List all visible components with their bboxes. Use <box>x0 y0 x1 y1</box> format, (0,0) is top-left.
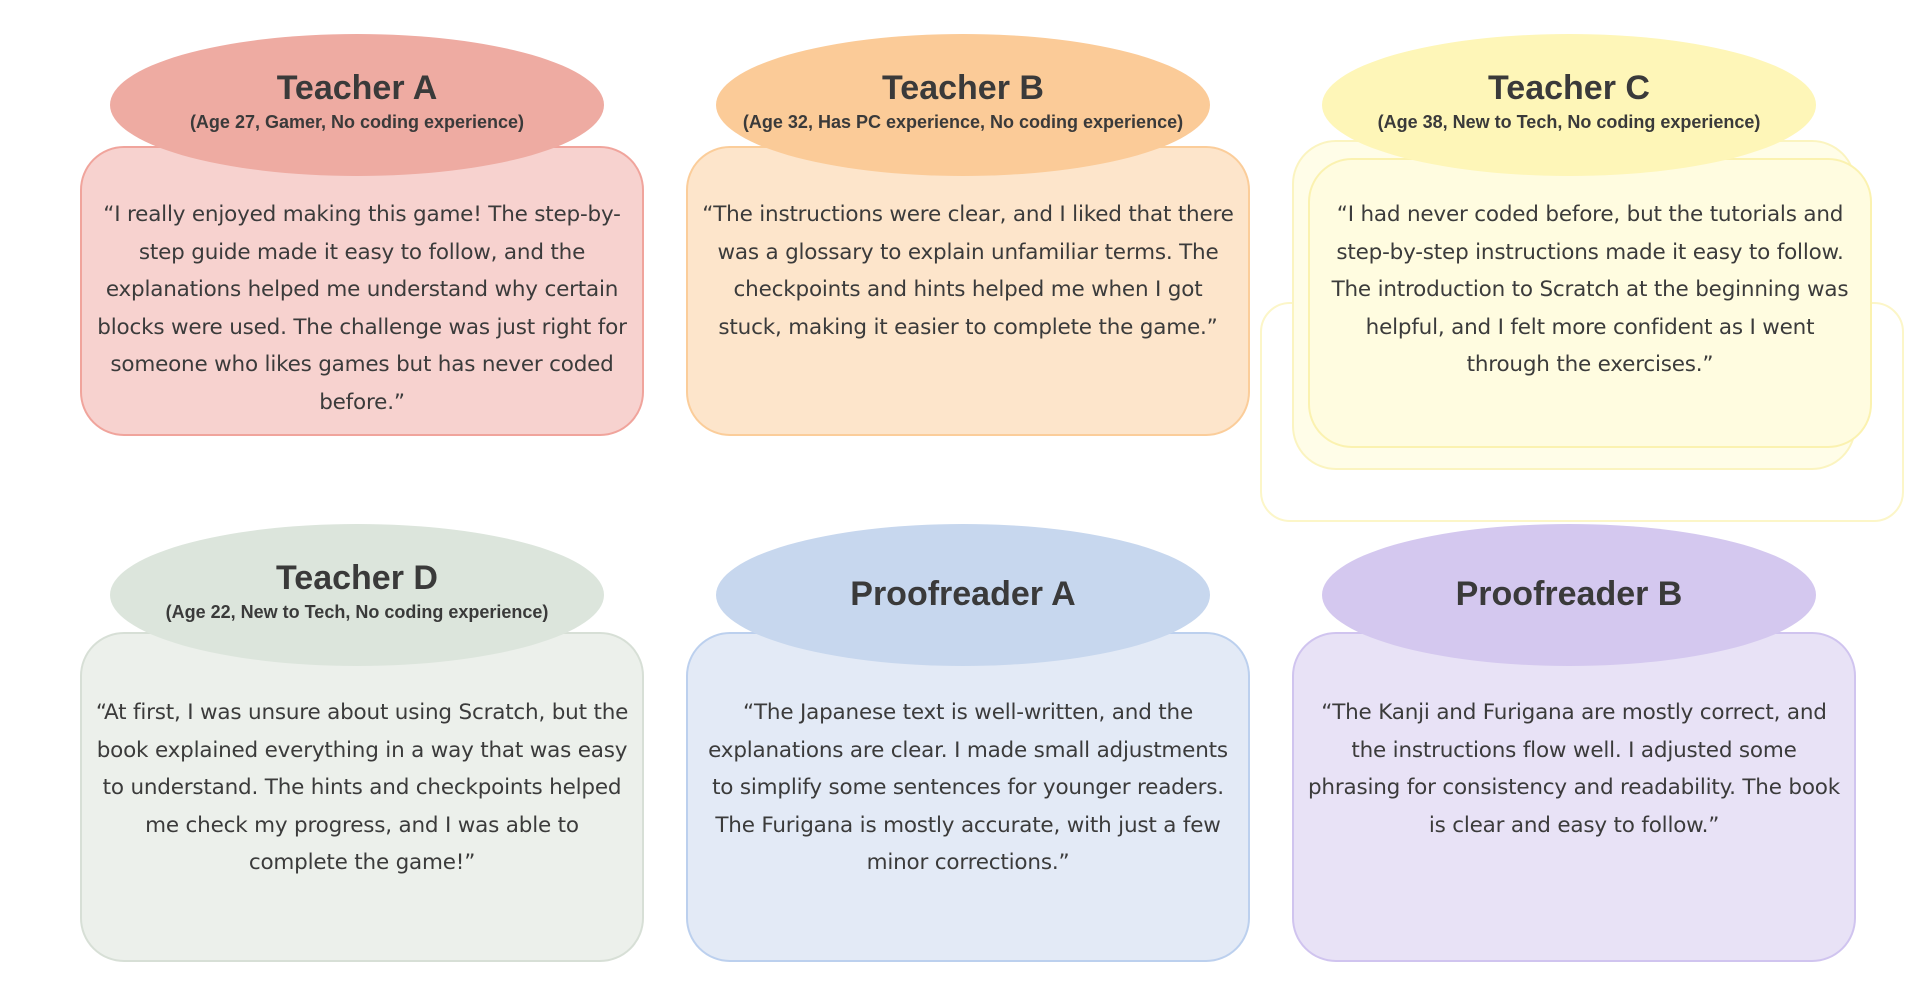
testimonial-card-teacher-d <box>80 524 644 954</box>
reviewer-description: (Age 32, Has PC experience, No coding experience) <box>742 112 1184 132</box>
testimonial-card-proofreader-a <box>686 524 1250 954</box>
card-header <box>110 524 604 666</box>
reviewer-name: Teacher D <box>276 559 438 597</box>
testimonial-card-teacher-a <box>80 34 644 464</box>
reviewer-name: Proofreader A <box>850 575 1076 613</box>
card-header <box>110 34 604 176</box>
reviewer-name: Proofreader B <box>1455 575 1683 613</box>
testimonial-quote: “The instructions were clear, and I liked that there was a glossary to explain unfamiliar terms. The checkpoints and hints helped me when I got stuck, making it easier to complete the game.” <box>702 202 1234 340</box>
reviewer-name: Teacher A <box>276 69 438 107</box>
testimonial-quote: “At first, I was unsure about using Scratch, but the book explained everything in a way that was easy to understand. The hints and checkpoints helped me check my progress, and I was able to complete the game!” <box>95 700 629 875</box>
testimonial-quote: “I really enjoyed making this game! The step-by-step guide made it easy to follow, and the explanations helped me understand why certain blocks were used. The challenge was just right for someone who likes games but has never coded before.” <box>97 202 627 415</box>
testimonial-card-teacher-b <box>686 34 1250 464</box>
reviewer-name: Teacher C <box>1488 69 1650 107</box>
testimonial-quote: “The Japanese text is well-written, and the explanations are clear. I made small adjustments to simplify some sentences for younger readers. The Furigana is mostly accurate, with just a few minor corrections.” <box>708 700 1228 875</box>
card-header <box>716 34 1210 176</box>
card-header <box>716 524 1210 666</box>
reviewer-description: (Age 38, New to Tech, No coding experience) <box>1377 112 1761 132</box>
card-header <box>1322 34 1816 176</box>
testimonial-card-proofreader-b <box>1292 524 1856 954</box>
testimonial-card-teacher-c <box>1292 34 1856 464</box>
card-header <box>1322 524 1816 666</box>
reviewer-description: (Age 22, New to Tech, No coding experience) <box>165 602 549 622</box>
reviewer-name: Teacher B <box>882 69 1044 107</box>
testimonial-quote: “I had never coded before, but the tutorials and step-by-step instructions made it easy to follow. The introduction to Scratch at the beginning was helpful, and I felt more confident as I went through the exercises.” <box>1331 202 1849 377</box>
testimonial-quote: “The Kanji and Furigana are mostly correct, and the instructions flow well. I adjusted some phrasing for consistency and readability. The book is clear and easy to follow.” <box>1307 700 1841 838</box>
reviewer-description: (Age 27, Gamer, No coding experience) <box>189 112 525 132</box>
